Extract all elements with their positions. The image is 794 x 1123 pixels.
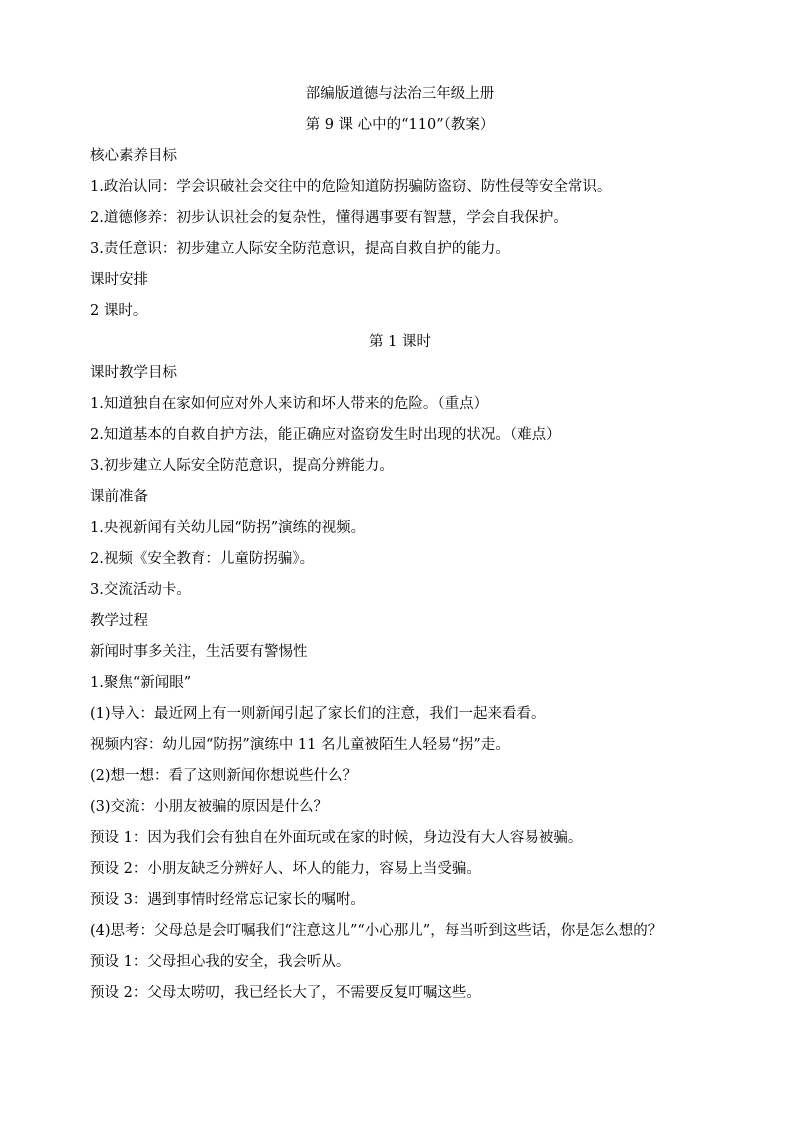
paragraph-process-intro: 新闻时事多关注，生活要有警惕性 [90,644,308,660]
paragraph-prep-3: 3.交流活动卡。 [90,582,191,598]
section-heading-process: 教学过程 [90,613,148,629]
paragraph-preset-2b: 预设 2：父母太唠叨，我已经长大了，不需要反复叮嘱这些。 [90,985,481,1001]
paragraph-goal-1: 1.政治认同：学会识破社会交往中的危险知道防拐骗防盗窃、防性侵等安全常识。 [90,179,612,195]
document-title: 部编版道德与法治三年级上册 [305,86,495,102]
paragraph-prep-2: 2.视频《安全教育：儿童防拐骗》。 [90,551,315,567]
paragraph-step-1-4: (4)思考：父母总是会叮嘱我们“注意这儿”“小心那儿”，每当听到这些话，你是怎么想的？ [90,923,663,939]
paragraph-preset-1: 预设 1：因为我们会有独自在外面玩或在家的时候，身边没有大人容易被骗。 [90,830,583,846]
paragraph-preset-2: 预设 2：小朋友缺乏分辨好人、坏人的能力，容易上当受骗。 [90,861,481,877]
paragraph-lesson-goal-3: 3.初步建立人际安全防范意识，提高分辨能力。 [90,458,394,474]
paragraph-step-1-3: (3)交流：小朋友被骗的原因是什么？ [90,799,329,815]
paragraph-schedule: 2 课时。 [90,303,148,319]
document-body [90,79,710,1009]
section-heading-schedule: 课时安排 [90,272,148,288]
section-heading-core-goals: 核心素养目标 [90,148,177,164]
paragraph-prep-1: 1.央视新闻有关幼儿园“防拐”演练的视频。 [90,520,366,536]
section-heading-lesson-goals: 课时教学目标 [90,365,177,381]
paragraph-step-1-2: (2)想一想：看了这则新闻你想说些什么？ [90,768,358,784]
paragraph-video-content: 视频内容：幼儿园“防拐”演练中 11 名儿童被陌生人轻易“拐”走。 [90,737,510,753]
section-heading-lesson-1: 第 1 课时 [369,334,431,350]
paragraph-preset-1b: 预设 1：父母担心我的安全，我会听从。 [90,954,351,970]
section-heading-preparation: 课前准备 [90,489,148,505]
paragraph-step-1: 1.聚焦“新闻眼” [90,675,192,691]
paragraph-step-1-1: (1)导入：最近网上有一则新闻引起了家长们的注意，我们一起来看看。 [90,706,546,722]
paragraph-lesson-goal-2: 2.知道基本的自救自护方法，能正确应对盗窃发生时出现的状况。（难点） [90,427,561,443]
paragraph-lesson-goal-1: 1.知道独自在家如何应对外人来访和坏人带来的危险。（重点） [90,396,489,412]
lesson-title: 第 9 课 心中的“110”（教案） [305,117,495,133]
paragraph-goal-2: 2.道德修养：初步认识社会的复杂性，懂得遇事要有智慧，学会自我保护。 [90,210,568,226]
paragraph-goal-3: 3.责任意识：初步建立人际安全防范意识，提高自救自护的能力。 [90,241,510,257]
paragraph-preset-3: 预设 3：遇到事情时经常忘记家长的嘱咐。 [90,892,365,908]
